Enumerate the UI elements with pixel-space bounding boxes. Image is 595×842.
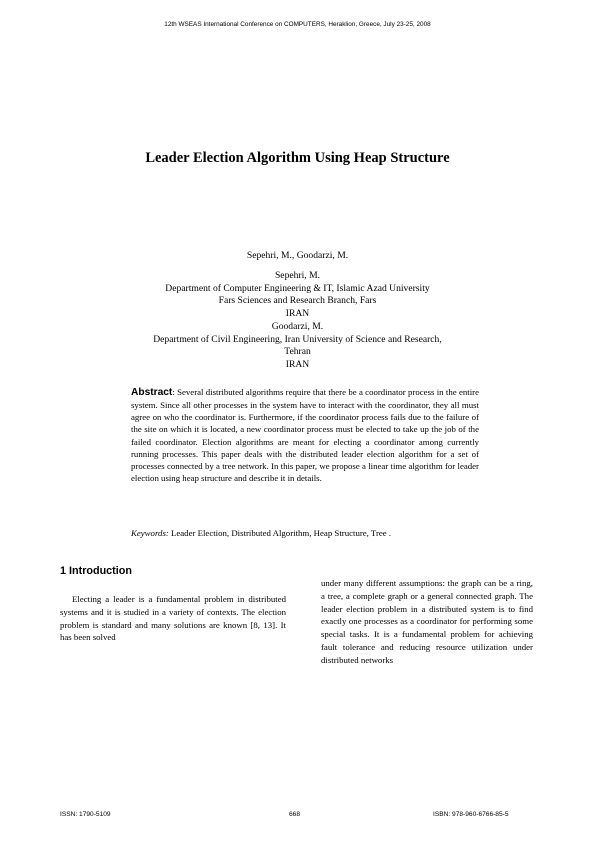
body-text-left-column: Electing a leader is a fundamental problem in distributed systems and it is studied in a variety of contexts. The election problem is standard and many solutions are known [8, 13]. It has been solved xyxy=(60,594,286,643)
running-header: 12th WSEAS International Conference on COMPUTERS, Heraklion, Greece, July 23-25, 2008 xyxy=(164,21,431,28)
affiliation-line: IRAN xyxy=(285,308,310,320)
author-list: Sepehri, M., Goodarzi, M. xyxy=(246,250,349,261)
abstract-text: : Several distributed algorithms require that there be a coordinator process in the entire system. Since all other processes in the system have to interact with the coordinator, they all must agree on who the coordinator is. Furthermore, if the coordinator process fails due to the failure of the site on which it is located, a new coordinator process must be elected to take up the job of the failed coordinator. Election algorithms are meant for electing a coordinator among currently running processes. This paper deals with the distributed leader election algorithm for a set of processes connected by a tree network. In this paper, we propose a linear time algorithm for leader election using heap structure and describe it in details. xyxy=(131,387,479,484)
footer-issn: ISSN: 1790-5109 xyxy=(60,811,111,818)
affiliation-line: Goodarzi, M. xyxy=(271,320,324,332)
body-text-right-column: under many different assumptions: the graph can be a ring, a tree, a complete graph or a general connected graph. The leader election problem in a distributed system is to find exactly one processes as a coordinator for performing some special tasks. It is a fundamental problem for achieving fault tolerance and reducing resource utilization under distributed networks xyxy=(321,578,533,665)
paper-title: Leader Election Algorithm Using Heap Structure xyxy=(145,150,450,166)
affiliations xyxy=(120,270,475,372)
affiliation-line: Department of Civil Engineering, Iran University of Science and Research, xyxy=(153,333,442,345)
affiliation-line: Fars Sciences and Research Branch, Fars xyxy=(218,295,377,307)
abstract-label: Abstract xyxy=(131,387,173,398)
footer-page-number: 668 xyxy=(289,811,301,818)
footer-isbn: ISBN: 978-960-6766-85-5 xyxy=(433,811,509,818)
affiliation-line: Sepehri, M. xyxy=(274,270,321,281)
abstract xyxy=(131,386,479,484)
affiliation-line: IRAN xyxy=(285,358,310,370)
keywords-text: Leader Election, Distributed Algorithm, Heap Structure, Tree . xyxy=(168,528,392,538)
affiliation-line: Tehran xyxy=(284,346,311,358)
keywords-label: Keywords: xyxy=(131,528,169,538)
affiliation-line: Department of Computer Engineering & IT, Islamic Azad University xyxy=(165,282,430,294)
keywords xyxy=(131,528,479,538)
section-heading: 1 Introduction xyxy=(60,565,132,577)
